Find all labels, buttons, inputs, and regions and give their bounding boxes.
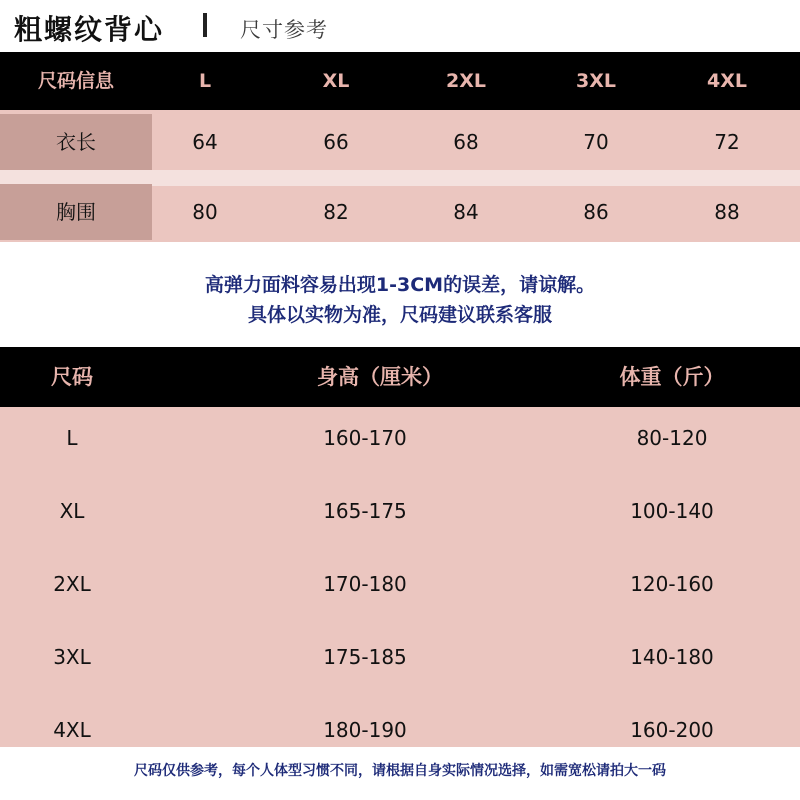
row-label: 胸围 [56,200,96,224]
table-cell: 88 [714,200,740,224]
table-cell: 64 [192,130,218,154]
size-column-header: 3XL [576,70,616,92]
table-cell: 70 [583,130,609,154]
table-cell: 165-175 [323,499,407,523]
table-cell: 160-170 [323,426,407,450]
size-header: 尺码 [51,365,93,389]
table-cell: 180-190 [323,718,407,742]
table-cell: 3XL [53,645,91,669]
table-cell: 82 [323,200,349,224]
table-cell: 100-140 [630,499,714,523]
table-cell: XL [59,499,85,523]
size-table-header [0,52,800,110]
table-cell: 86 [583,200,609,224]
size-column-header: XL [322,70,350,92]
table-cell: 80-120 [636,426,708,450]
table-cell: 4XL [53,718,91,742]
size-column-header: 4XL [707,70,747,92]
table-cell: 66 [323,130,349,154]
table-cell: 68 [453,130,479,154]
row-label: 衣长 [56,130,96,154]
fit-table-header [0,347,800,407]
table-cell: 2XL [53,572,91,596]
table-cell: 160-200 [630,718,714,742]
table-cell: 72 [714,130,740,154]
table-cell: 120-160 [630,572,714,596]
page-header [0,0,800,52]
table-cell: 84 [453,200,479,224]
table-cell: 170-180 [323,572,407,596]
size-table-body [0,110,800,242]
page-subtitle: 尺寸参考 [240,18,328,42]
fit-table-body [0,407,800,747]
size-column-header: L [198,70,212,92]
note-line-2: 具体以实物为准，尺码建议联系客服 [247,304,552,326]
table-cell: 140-180 [630,645,714,669]
footer-note: 尺码仅供参考，每个人体型习惯不同，请根据自身实际情况选择，如需宽松请拍大一码 [134,763,666,779]
size-info-header: 尺码信息 [37,70,114,92]
size-column-header: 2XL [446,70,486,92]
table-row [0,184,800,240]
table-cell: L [66,426,78,450]
page-title: 粗螺纹背心 [14,13,165,46]
note-line-1: 高弹力面料容易出现1-3CM的误差，请谅解。 [204,274,596,296]
table-cell: 175-185 [323,645,407,669]
weight-header: 体重（斤） [619,365,725,389]
title-separator [203,13,207,37]
table-row [0,114,800,170]
height-header: 身高（厘米） [317,365,443,389]
table-cell: 80 [192,200,218,224]
